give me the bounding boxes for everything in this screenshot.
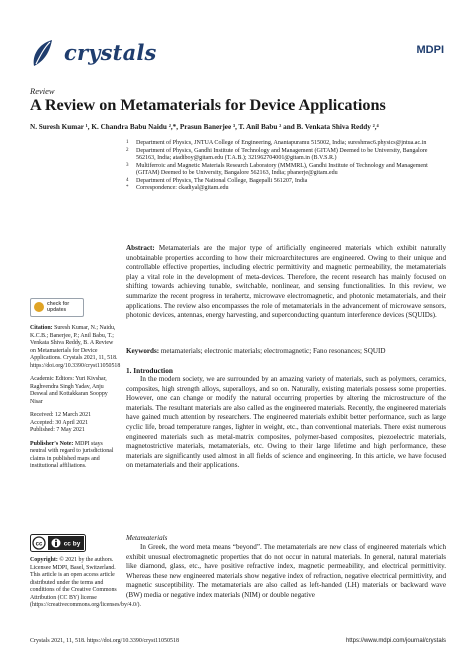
keywords-text: metamaterials; electronic materials; electromagnetic; Fano resonances; SQUID: [160, 347, 386, 355]
update-label: check for updates: [47, 301, 70, 313]
metamaterials-paragraph: In Greek, the word meta means “beyond”. The metamaterials are new class of engineered materials which exhibit unusual electromagnetic properties that do not occur in natural materials. In general, natural materials like diamond, glass, etc., have positive refractive index, magnetic permeability, and electrical permittivity. Whereas these new engineered materials show negative index of refraction, negative electrical permittivity, and magnetic susceptibility. The metamaterials are also called as left-handed (LH) materials or backward wave (BW) media or negative index materials (NIM) or double negative: [126, 543, 446, 599]
affiliation-item: 1 Department of Physics, JNTUA College of Engineering, Anantapuramu 515002, India; sureshmsc6.physics@jntua.ac.in: [126, 140, 427, 146]
svg-text:cc: cc: [35, 541, 43, 548]
footer-citation: Crystals 2021, 11, 518. https://doi.org/10.3390/cryst11050518: [30, 638, 179, 644]
keywords-label: Keywords:: [126, 347, 160, 355]
copyright: Copyright: © 2021 by the authors. Licensee MDPI, Basel, Switzerland. This article is an open access article distributed under the terms and conditions of the Creative Commons Attribution (CC BY) license (https://creativecommons.org/licenses/by/4.0/).: [30, 557, 141, 608]
correspondence: * Correspondence: ckadiyal@gitam.edu: [126, 185, 229, 191]
publisher-note: Publisher's Note: MDPI stays neutral with regard to jurisdictional claims in published maps and institutional affiliations.: [30, 440, 114, 469]
intro-paragraph: In the modern society, we are surrounded by an amazing variety of materials, such as polymers, ceramics, composites, high strength alloys, superalloys, and so on. Naturally, existing materials possess some properties. However, one can change or modify the natural occurring properties by altering the microstructure of the materials. The resultant materials are also called as the engineered materials. Recently, the engineered materials have gained much attention by researchers. The engineered materials exhibit better performance, such as large cyclic life, broad temperature ranges, lighter in weight, etc., than conventional materials. There exist numerous engineered materials such as metal-matrix composites, polymer-based composites, piezoelectric materials, magnetostrictive materials, metamaterials, etc. Owing to their large lifetime and high performance, these materials are significantly used almost in all fields of science and engineering. In this article, we have focused on metamaterials and their applications.: [126, 375, 446, 470]
abstract-text: Metamaterials are the major type of artificially engineered materials which exhibit naturally unobtainable properties according to how their microarchitectures are engineered. Owing to their unique and controllable effective properties, including electric permittivity and magnetic permeability, the metamaterials play a vital role in the development of meta-devices. Therefore, the recent research has mainly focused on shifting towards achieving tunable, switchable, nonlinear, and sensing functionalities. In this review, we summarize the recent progress in terahertz, microwave electromagnetic, and photonic metamaterials, and their applications. The review also encompasses the role of metamaterials in the advancement of microwave sensors, photonic devices, antennas, energy harvesting, and superconducting quantum interference devices (SQUIDs).: [126, 244, 447, 320]
subsection-heading: Metamaterials: [126, 534, 168, 542]
journal-name: crystals: [64, 40, 157, 65]
dates: Received: 12 March 2021 Accepted: 30 April 2021 Published: 7 May 2021: [30, 412, 92, 433]
article-type: Review: [30, 86, 55, 96]
footer-link[interactable]: https://www.mdpi.com/journal/crystals: [345, 638, 446, 644]
crystal-leaf-icon: [30, 38, 56, 68]
affiliations: [126, 140, 446, 193]
update-icon: [34, 302, 44, 312]
academic-editors: Academic Editors: Yuri Kivshar, Raghvendra Singh Yadav, Anju Deswal and Kottakkaran Sooppy Nisar: [30, 376, 108, 405]
abstract: [126, 244, 446, 321]
journal-logo[interactable]: [30, 38, 230, 70]
cc-by-license-icon[interactable]: [30, 534, 86, 552]
publisher-logo[interactable]: [404, 40, 444, 64]
abstract-label: Abstract:: [126, 244, 155, 252]
author-list: N. Suresh Kumar ¹, K. Chandra Babu Naidu ²,*, Prasun Banerjee ³, T. Anil Babu ² and B. Venkata Shiva Reddy ²,⁴: [30, 123, 379, 131]
keywords: [126, 347, 446, 357]
section-heading: 1. Introduction: [126, 366, 173, 375]
citation: Citation: Suresh Kumar, N.; Naidu, K.C.B.; Banerjee, P.; Anil Babu, T.; Venkata Shiva Reddy, B. A Review on Metamaterials for Device Applications. Crystals 2021, 11, 518. https://doi.org/10.3390/cryst11050518: [30, 325, 121, 369]
publisher-name: MDPI: [416, 44, 444, 56]
affiliation-item: 2 Department of Physics, Gandhi Institute of Technology and Management (GITAM) Deemed to be University, Bangalore 562163, India; atadiboy@gitam.edu (T.A.B.); 321962704001@gitam.in (B.V.S.R.): [126, 147, 428, 161]
sidebar-notes: [30, 325, 121, 477]
affiliation-item: 4 Department of Physics, The National College, Bagepalli 561207, India: [126, 177, 308, 184]
check-for-updates-button[interactable]: [30, 298, 84, 317]
affiliation-item: 3 Multiferroic and Magnetic Materials Research Laboratory (MMMRL), Gandhi Institute of Technology and Management (GITAM) Deemed to be University, Bangalore 562163, India; pbanerje@gitam.edu: [126, 162, 428, 176]
cc-label: cc by: [63, 540, 81, 548]
article-title: A Review on Metamaterials for Device Applications: [30, 96, 386, 114]
